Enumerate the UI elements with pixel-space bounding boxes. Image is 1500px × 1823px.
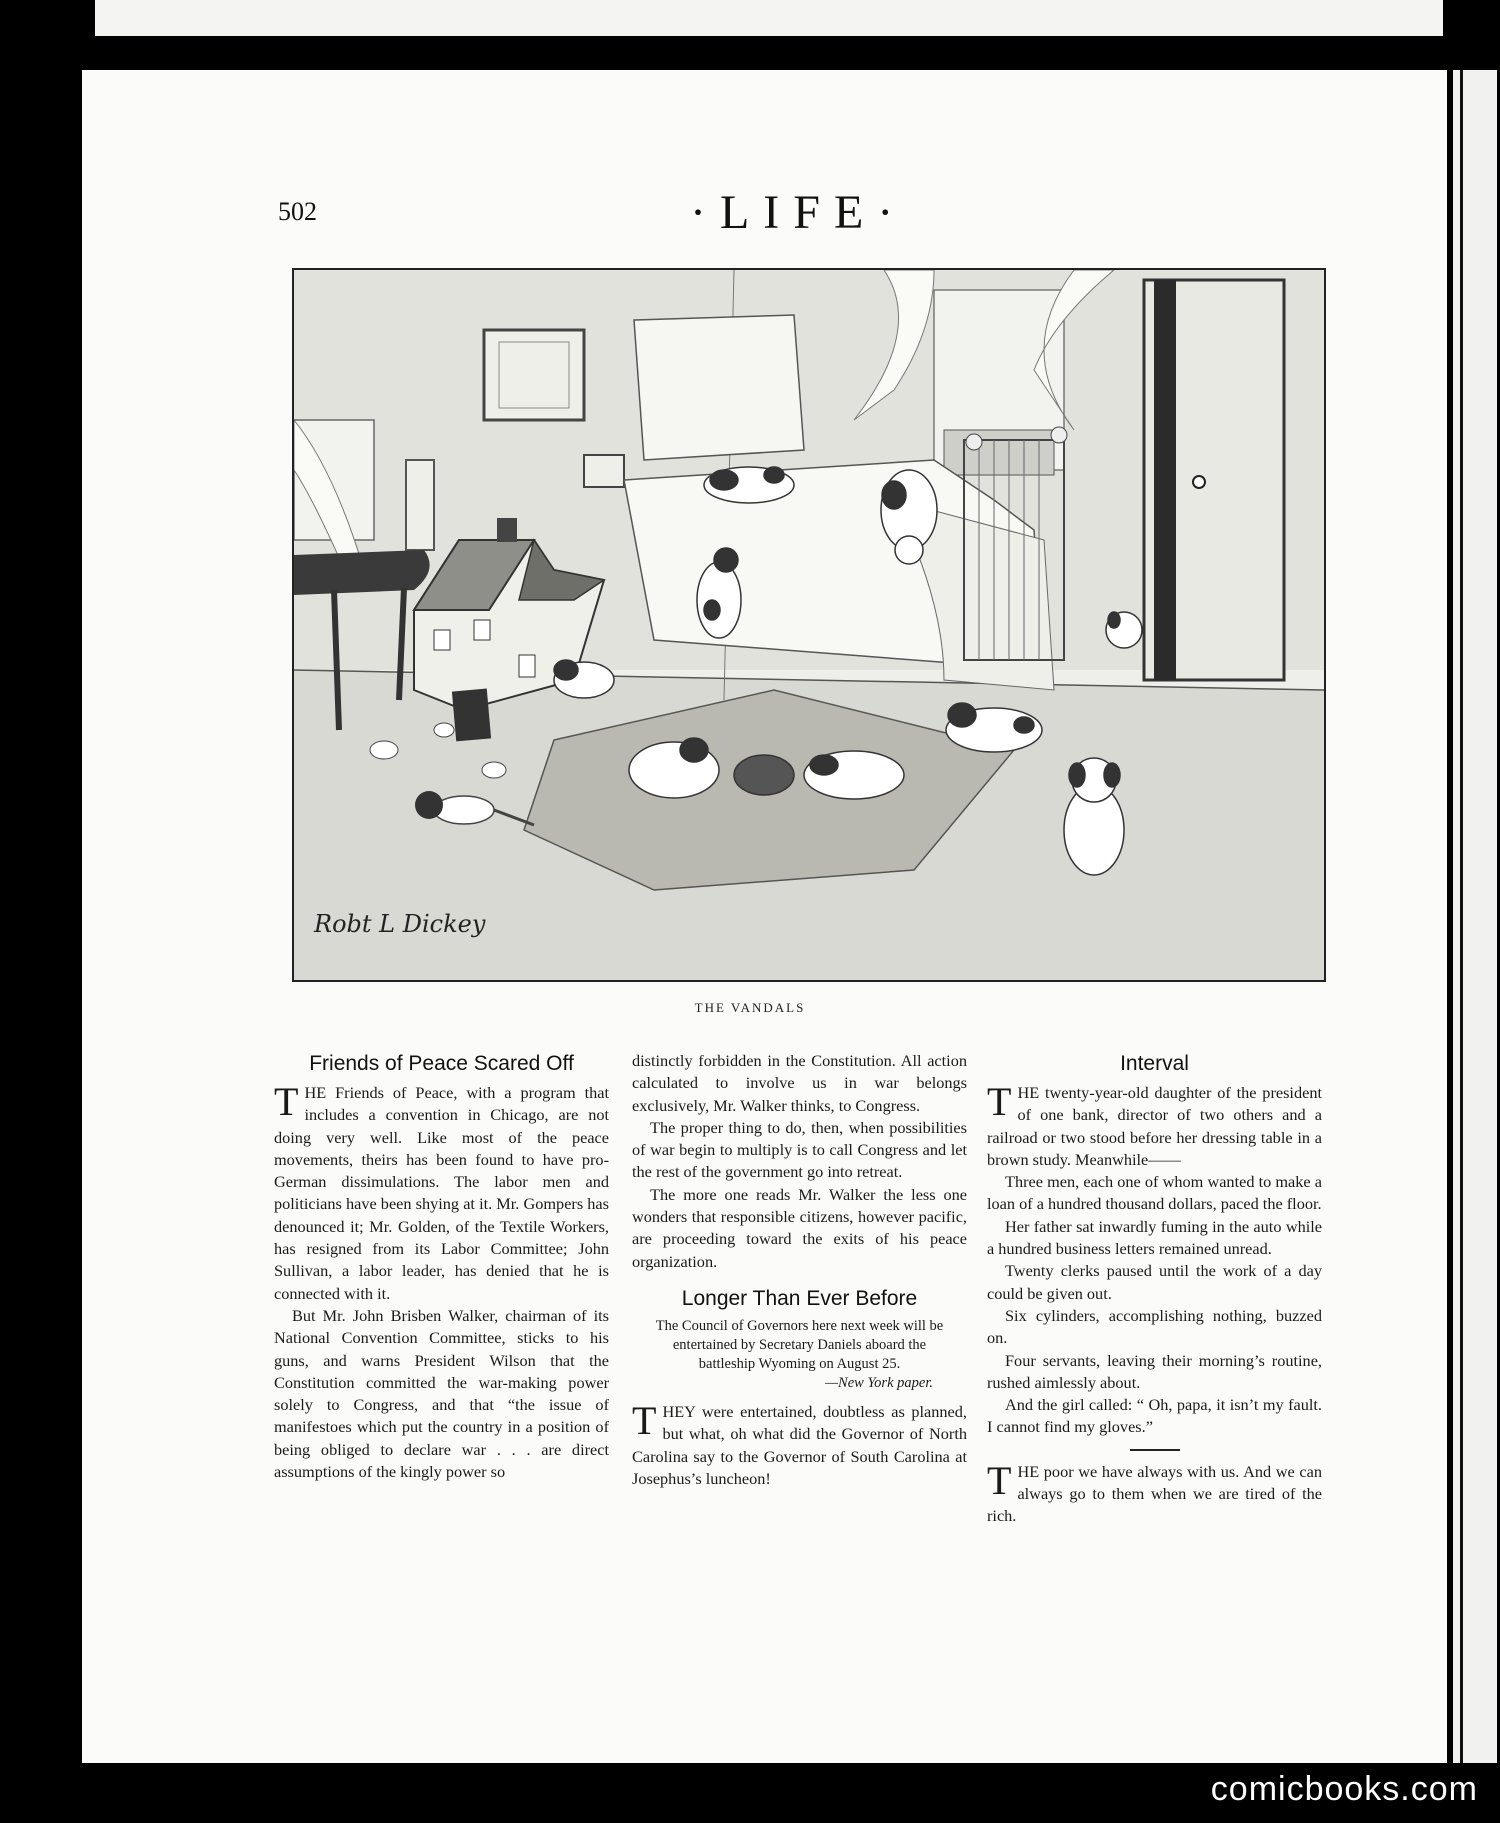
page-number: 502 (278, 197, 317, 226)
article-paragraph: Three men, each one of whom wanted to make a loan of a hundred thousand dollars, paced the floor. (987, 1172, 1322, 1214)
puppy-sitting (1064, 758, 1124, 875)
drop-cap: T (274, 1079, 299, 1124)
previous-page-edge (95, 0, 1443, 36)
puppy-at-door (1106, 612, 1142, 648)
artist-signature: Robt L Dickey (314, 910, 486, 938)
cartoon-illustration (292, 268, 1326, 982)
article-paragraph: distinctly forbidden in the Constitution. All action calculated to involve us in war belongs exclusively, Mr. Walker thinks, to Congress. (632, 1051, 967, 1115)
section-divider (1130, 1449, 1180, 1451)
drop-cap: T (987, 1079, 1012, 1124)
puppy-on-bed (704, 467, 794, 503)
article-paragraph: Four servants, leaving their morning’s routine, rushed aimlessly about. (987, 1350, 1322, 1392)
bedroom-puppies-drawing (294, 270, 1324, 980)
bed-headboard (634, 315, 804, 460)
article-paragraph: THE poor we have always with us. And we can always go to them when we are tired of the rich. (987, 1457, 1322, 1526)
next-page-edge (1447, 70, 1500, 1763)
article-title-longer-than-ever: Longer Than Ever Before (681, 1286, 918, 1310)
masthead-life: ·LIFE· (690, 186, 908, 239)
article-paragraph: The more one reads Mr. Walker the less one wonders that responsible citizens, however pacific, are proceeding toward the exits of his peace organization. (632, 1184, 967, 1271)
column-2 (632, 1050, 967, 1490)
newspaper-quote: The Council of Governors here next week will be entertained by Secretary Daniels aboard the battleship Wyoming on August 25. —New York paper. (646, 1317, 953, 1393)
illustration-caption: THE VANDALS (694, 1000, 806, 1015)
article-paragraph: Her father sat inwardly fuming in the auto while a hundred business letters remained unread. (987, 1216, 1322, 1259)
article-paragraph: THEY were entertained, doubtless as planned, but what, oh what did the Governor of North Carolina say to the Governor of South Carolina at Josephus’s luncheon! (632, 1397, 967, 1488)
article-paragraph: But Mr. John Brisben Walker, chairman of its National Convention Committee, sticks to his guns, and warns President Wilson that the Constitution committed the war-making power solely to Congress, and that “the issue of manifestoes which put the country in a position of being obliged to declare war . . . are direct assumptions of the kingly power so (274, 1305, 609, 1482)
article-paragraph: The proper thing to do, then, when possibilities of war begin to multiply is to call Congress and let the rest of the government go into retreat. (632, 1117, 967, 1182)
article-title-friends-of-peace: Friends of Peace Scared Off (309, 1052, 574, 1075)
scan-border-left (0, 0, 95, 1823)
article-paragraph: And the girl called: “ Oh, papa, it isn’t my fault. I cannot find my gloves.” (987, 1395, 1322, 1437)
drop-cap: T (987, 1457, 1012, 1503)
column-1 (274, 1050, 609, 1483)
column-3 (987, 1050, 1322, 1528)
dressing-table (294, 550, 430, 595)
watermark: comicbooks.com (1210, 1770, 1478, 1808)
article-paragraph: THE twenty-year-old daughter of the president of one bank, director of two others and a railroad or two stood before her dressing table in a brown study. Meanwhile—— (987, 1079, 1322, 1169)
article-title-interval: Interval (1120, 1052, 1189, 1075)
drop-cap: T (632, 1397, 657, 1443)
article-paragraph: THE Friends of Peace, with a program that includes a convention in Chicago, are not doing very well. Like most of the peace movements, theirs has been found to have pro-German dissimulations. The labor men and politicians have been shying at it. Mr. Gompers has denounced it; Mr. Golden, of the Textile Workers, has resigned from its Labor Committee; John Sullivan, a labor leader, has denied that he is connected with it. (274, 1079, 609, 1303)
quote-source: —New York paper. (825, 1374, 933, 1391)
article-paragraph: Twenty clerks paused until the work of a day could be given out. (987, 1261, 1322, 1303)
article-paragraph: Six cylinders, accomplishing nothing, buzzed on. (987, 1305, 1322, 1348)
